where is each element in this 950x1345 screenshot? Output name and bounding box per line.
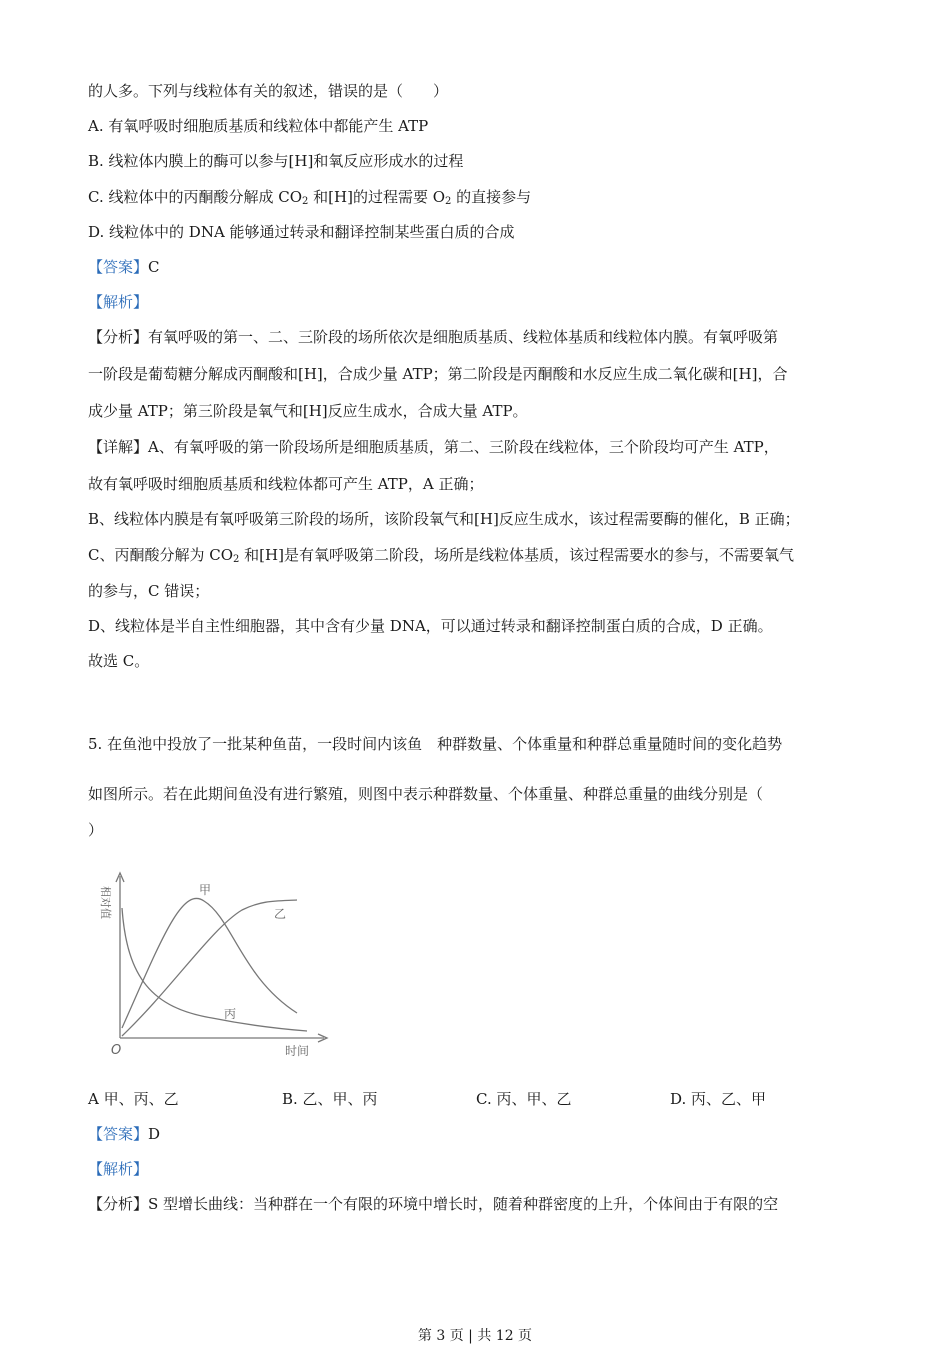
q5-stem-1: 5. 在鱼池中投放了一批某种鱼苗，一段时间内该鱼 种群数量、个体重量和种群总重量随时间的变化趋势: [88, 735, 783, 753]
q4-fenxi-3: 成少量 ATP；第三阶段是氧气和[H]反应生成水，合成大量 ATP。: [88, 402, 528, 420]
q4-analysis-label: 【解析】: [88, 293, 149, 311]
q4-option-c: C. 线粒体中的丙酮酸分解成 $CO_2$ 和[H]的过程需要 $O_2$ 的直接参与: [88, 188, 532, 207]
q4-fenxi-2: 一阶段是葡萄糖分解成丙酮酸和[H]，合成少量 ATP；第二阶段是丙酮酸和水反应生成二氧化碳和[H]，合: [88, 365, 788, 383]
q4-xiangjie-6: D、线粒体是半自主性细胞器，其中含有少量 DNA，可以通过转录和翻译控制蛋白质的合成，D 正确。: [88, 617, 773, 635]
q4-option-a: A. 有氧呼吸时细胞质基质和线粒体中都能产生 ATP: [88, 117, 429, 135]
q4-xiangjie-3: B、线粒体内膜是有氧呼吸第三阶段的场所，该阶段氧气和[H]反应生成水，该过程需要酶的催化，B 正确；: [88, 510, 800, 528]
page-footer: 第 3 页 | 共 12 页: [417, 1328, 533, 1344]
q5-answer: 【答案】D: [88, 1125, 161, 1143]
q4-option-b: B. 线粒体内膜上的酶可以参与[H]和氧反应形成水的过程: [88, 152, 464, 170]
q4-xiangjie-2: 故有氧呼吸时细胞质基质和线粒体都可产生 ATP，A 正确；: [88, 475, 484, 493]
q4-conclusion: 故选 C。: [88, 652, 150, 670]
q5-option-c: C. 丙、甲、乙: [476, 1090, 572, 1108]
origin-label: O: [111, 1043, 122, 1058]
q5-figure: [92, 868, 342, 1063]
q4-xiangjie-5: 的参与，C 错误；: [88, 582, 210, 600]
q4-xiangjie-4: C、丙酮酸分解为 $CO_2$ 和[H]是有氧呼吸第二阶段，场所是线粒体基质，该过程需要水的参与，不需要氧气: [88, 546, 794, 565]
q4-stem-tail: 的人多。下列与线粒体有关的叙述，错误的是（ ）: [88, 82, 449, 100]
x-axis-label: 时间: [285, 1044, 310, 1058]
q5-analysis-label: 【解析】: [88, 1160, 149, 1178]
q5-stem-3: ）: [88, 821, 104, 839]
curve-bing-label: 丙: [224, 1007, 237, 1021]
y-axis-label: 相对值: [99, 886, 112, 919]
curve-yi-label: 乙: [274, 907, 287, 921]
curve-bing: [122, 908, 307, 1031]
q4-fenxi-1: 【分析】有氧呼吸的第一、二、三阶段的场所依次是细胞质基质、线粒体基质和线粒体内膜。有氧呼吸第: [88, 328, 779, 346]
q4-answer: 【答案】C: [88, 258, 160, 276]
q5-stem-2: 如图所示。若在此期间鱼没有进行繁殖，则图中表示种群数量、个体重量、种群总重量的曲线分别是（: [88, 785, 764, 803]
q4-xiangjie-1: 【详解】A、有氧呼吸的第一阶段场所是细胞质基质，第二、三阶段在线粒体，三个阶段均可产生 ATP，: [88, 438, 779, 456]
q5-option-d: D. 丙、乙、甲: [670, 1090, 767, 1108]
q5-option-a: A 甲、丙、乙: [88, 1090, 179, 1108]
q5-fenxi-1: 【分析】S 型增长曲线：当种群在一个有限的环境中增长时，随着种群密度的上升，个体间由于有限的空: [88, 1195, 779, 1213]
q4-option-d: D. 线粒体中的 DNA 能够通过转录和翻译控制某些蛋白质的合成: [88, 223, 515, 241]
curve-jia-label: 甲: [199, 883, 212, 897]
q5-option-b: B. 乙、甲、丙: [282, 1090, 378, 1108]
